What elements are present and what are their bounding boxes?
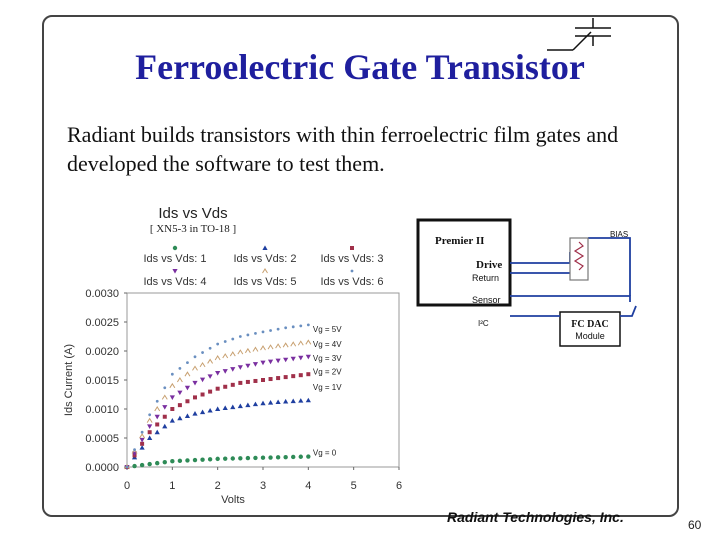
x-tick-label: 4 (305, 480, 312, 492)
slide-title: Ferroelectric Gate Transistor (135, 47, 585, 87)
data-point (209, 347, 212, 350)
data-point (268, 455, 272, 459)
data-point (156, 400, 159, 403)
data-point (170, 459, 174, 463)
y-tick-label: 0.0020 (85, 346, 119, 358)
y-tick-label: 0.0010 (85, 404, 119, 416)
data-point (193, 395, 197, 399)
data-point (261, 456, 265, 460)
data-point (178, 459, 182, 463)
data-point (155, 422, 159, 426)
data-point (277, 328, 280, 331)
data-point (299, 455, 303, 459)
data-point (223, 456, 227, 460)
curve-annotation: Vg = 1V (312, 382, 342, 392)
data-point (246, 456, 250, 460)
data-point (276, 376, 280, 380)
y-tick-label: 0.0000 (85, 462, 119, 474)
premier-label: Premier II (435, 235, 485, 247)
data-point (253, 456, 257, 460)
test-setup-schematic (410, 210, 680, 360)
curve-annotation: Vg = 3V (312, 353, 342, 363)
x-tick-label: 3 (259, 480, 267, 492)
legend-label: Ids vs Vds: 6 (320, 276, 384, 288)
data-point (283, 455, 287, 459)
data-point (215, 457, 219, 461)
legend-marker (350, 246, 354, 250)
data-point (291, 455, 295, 459)
data-point (306, 372, 310, 376)
data-point (194, 355, 197, 358)
data-point (262, 330, 265, 333)
data-point (269, 329, 272, 332)
legend-marker (173, 246, 177, 250)
data-point (178, 367, 181, 370)
data-point (269, 377, 273, 381)
data-point (223, 385, 227, 389)
data-point (299, 373, 303, 377)
slide-body-text: Radiant builds transistors with thin ferroelectric film gates and developed the software to test them. (67, 122, 619, 176)
data-point (133, 448, 136, 451)
data-point (148, 430, 152, 434)
data-point (163, 386, 166, 389)
data-point (140, 463, 144, 467)
data-point (253, 379, 257, 383)
footer-brand: Radiant Technologies, Inc. (447, 509, 624, 525)
x-tick-label: 6 (395, 480, 403, 492)
x-tick-label: 5 (350, 480, 357, 492)
chart-title: Ids vs Vds (158, 205, 228, 222)
data-point (292, 325, 295, 328)
y-tick-label: 0.0005 (85, 433, 119, 445)
data-point (208, 457, 212, 461)
data-point (284, 375, 288, 379)
data-point (163, 460, 167, 464)
data-point (185, 458, 189, 462)
data-point (185, 399, 189, 403)
curve-annotation: Vg = 5V (312, 324, 342, 334)
legend-label: Ids vs Vds: 2 (233, 253, 297, 265)
data-point (261, 378, 265, 382)
data-point (201, 351, 204, 354)
curve-annotation: Vg = 0 (312, 448, 337, 458)
legend-marker (351, 270, 354, 273)
legend-marker (262, 245, 267, 250)
data-point (307, 324, 310, 327)
data-point (276, 455, 280, 459)
data-point (291, 374, 295, 378)
chart-subtitle: [ XN5-3 in TO-18 ] (149, 223, 237, 235)
legend-marker (172, 269, 177, 274)
return-label: Return (472, 273, 500, 283)
bias-label: BIAS (610, 230, 629, 239)
data-point (238, 381, 242, 385)
curve-annotation: Vg = 2V (312, 367, 342, 377)
x-tick-label: 0 (123, 480, 131, 492)
data-point (216, 343, 219, 346)
legend-marker (263, 269, 268, 273)
sensor-label: Sensor (472, 295, 501, 305)
data-point (193, 458, 197, 462)
data-point (239, 335, 242, 338)
data-point (147, 462, 151, 466)
data-point (208, 390, 212, 394)
data-point (231, 383, 235, 387)
y-tick-label: 0.0025 (85, 317, 119, 329)
x-axis-label: Volts (221, 494, 245, 506)
data-point (126, 466, 129, 469)
data-point (186, 361, 189, 364)
legend-label: Ids vs Vds: 4 (143, 276, 207, 288)
data-point (254, 332, 257, 335)
y-axis-label: Ids Current (A) (63, 343, 75, 417)
ids-vds-chart (60, 200, 405, 506)
fc-dac-title: FC DAC (571, 319, 609, 330)
data-point (155, 461, 159, 465)
y-tick-label: 0.0030 (85, 288, 119, 300)
x-tick-label: 1 (169, 480, 176, 492)
data-point (148, 413, 151, 416)
curve-annotation: Vg = 4V (312, 340, 342, 350)
legend-label: Ids vs Vds: 5 (233, 276, 297, 288)
data-point (201, 393, 205, 397)
data-point (141, 431, 144, 434)
data-point (231, 338, 234, 341)
drive-label: Drive (476, 259, 503, 271)
data-point (200, 457, 204, 461)
i2c-label: I²C (478, 319, 489, 328)
data-point (306, 454, 310, 458)
data-point (299, 324, 302, 327)
fc-dac-module: Module (575, 331, 605, 341)
legend-label: Ids vs Vds: 3 (320, 253, 384, 265)
y-tick-label: 0.0015 (85, 375, 119, 387)
data-point (178, 403, 182, 407)
data-point (132, 464, 136, 468)
data-point (171, 373, 174, 376)
page-number: 60 (688, 518, 702, 532)
data-point (246, 380, 250, 384)
data-point (238, 456, 242, 460)
data-point (163, 415, 167, 419)
data-point (246, 334, 249, 337)
legend-label: Ids vs Vds: 1 (143, 253, 207, 265)
data-point (224, 340, 227, 343)
data-point (231, 456, 235, 460)
data-point (216, 387, 220, 391)
data-point (284, 326, 287, 329)
data-point (170, 407, 174, 411)
x-tick-label: 2 (214, 480, 221, 492)
